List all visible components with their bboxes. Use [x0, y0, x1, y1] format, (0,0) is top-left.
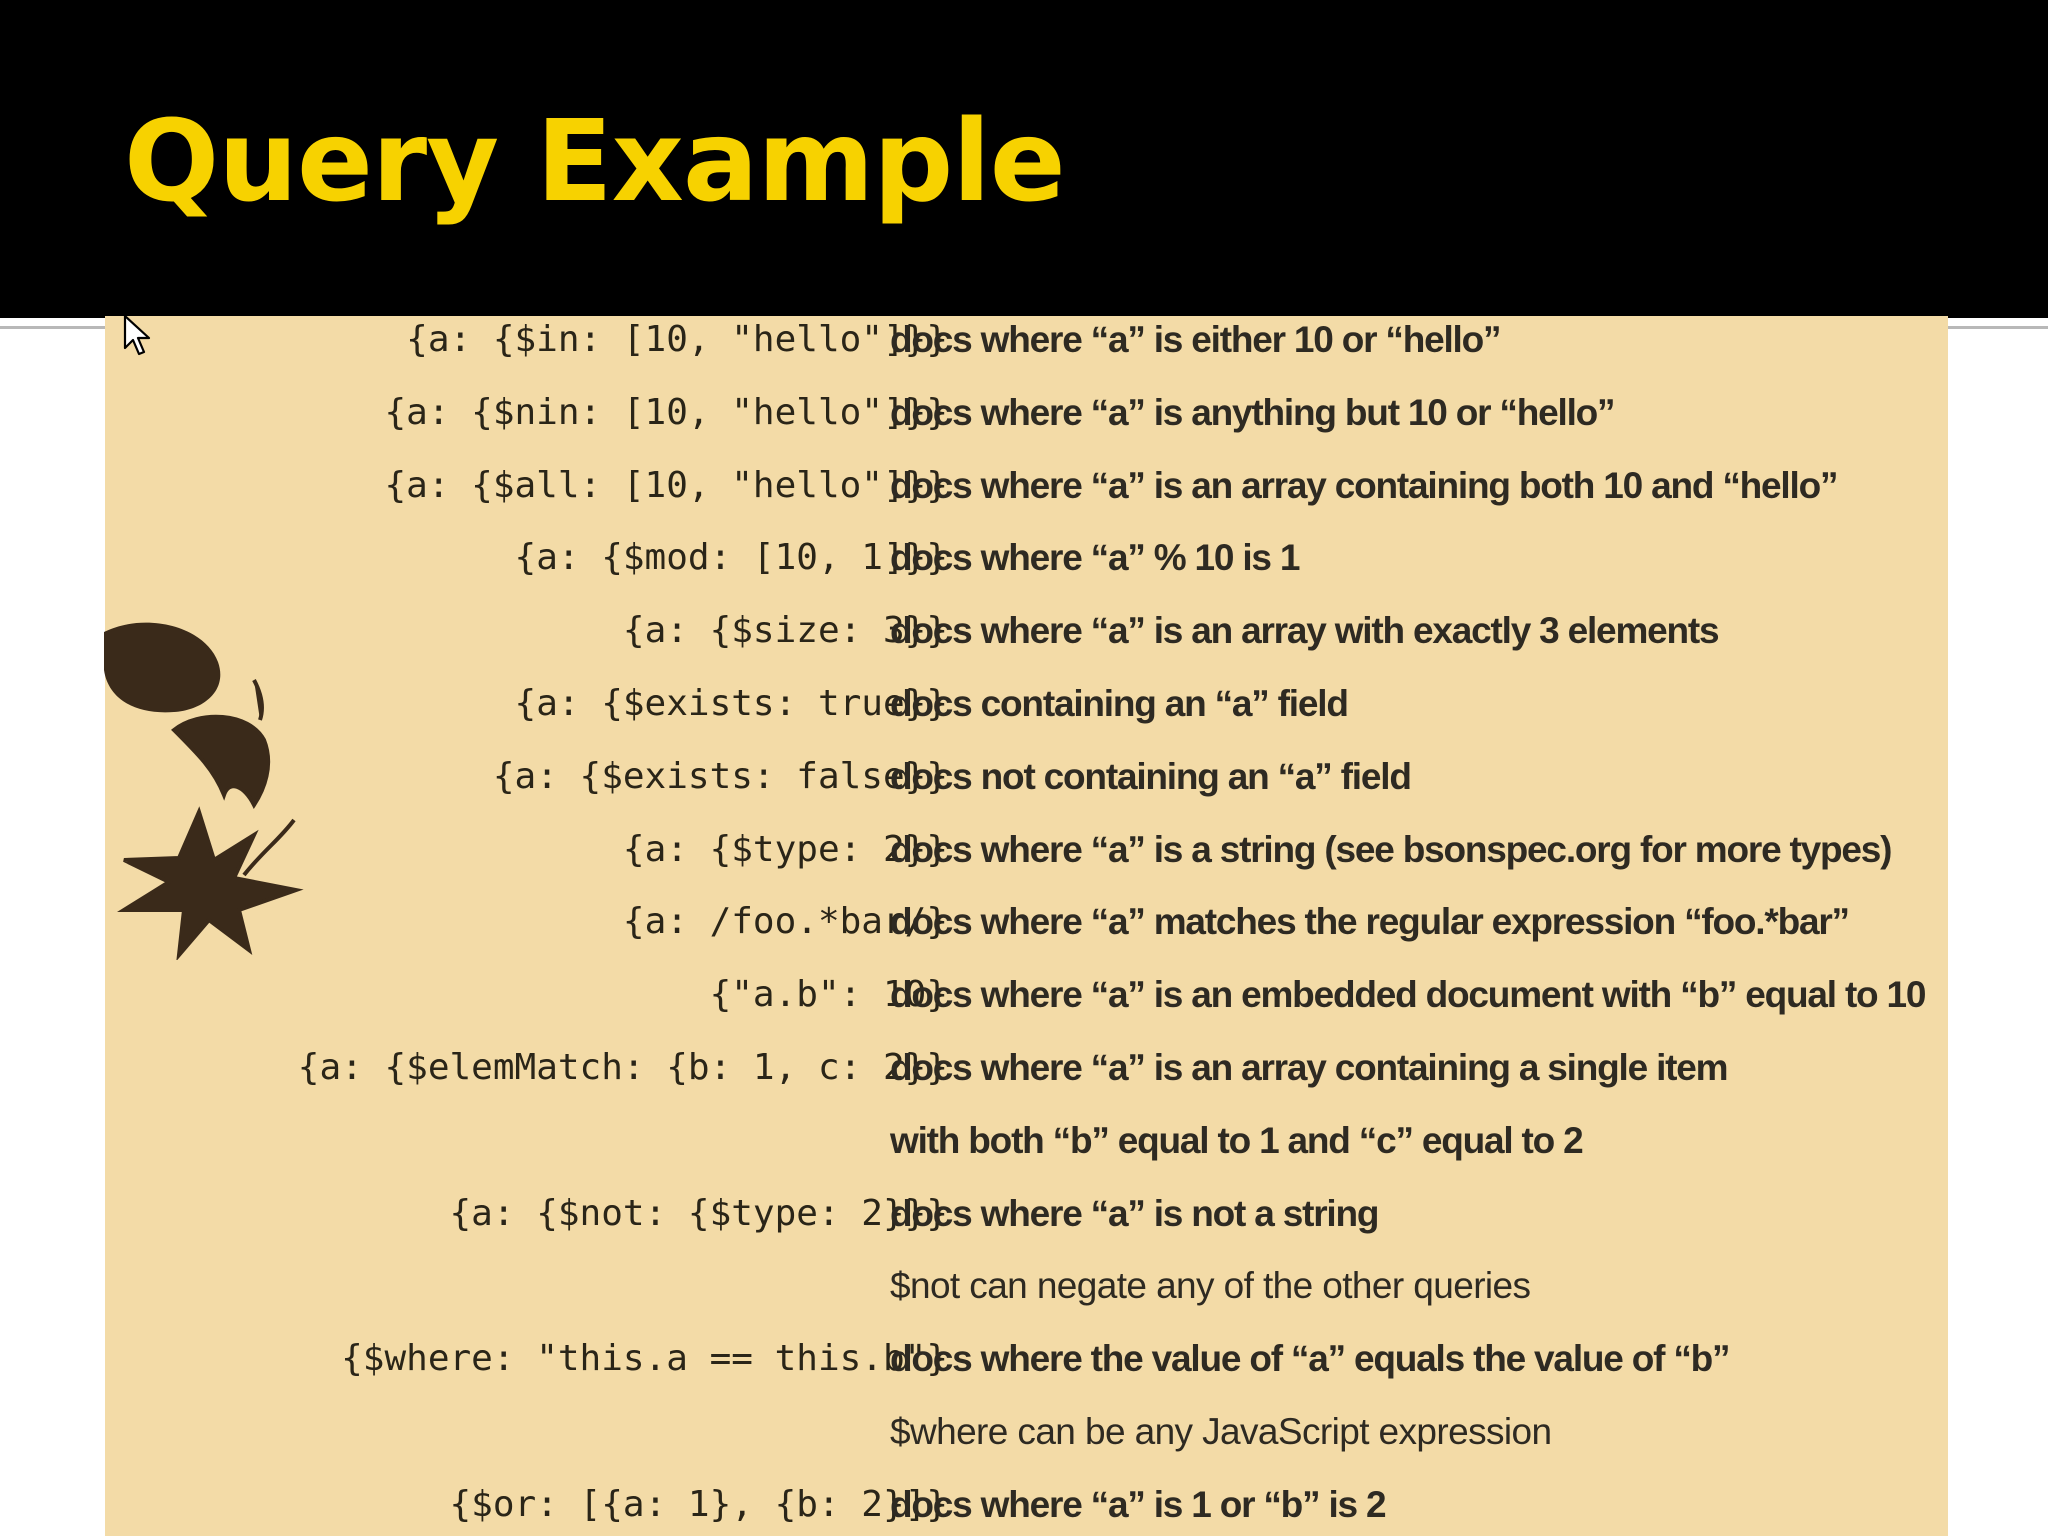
query-description: with both “b” equal to 1 and “c” equal to 2 — [890, 1119, 1583, 1161]
query-description: docs where “a” is 1 or “b” is 2 — [890, 1483, 1386, 1525]
query-description: docs where “a” is a string (see bsonspec.org for more types) — [890, 828, 1892, 870]
query-description: $where can be any JavaScript expression — [890, 1411, 1552, 1452]
query-description: docs where “a” % 10 is 1 — [890, 537, 1300, 579]
query-row — [105, 1105, 1948, 1177]
query-description: $not can negate any of the other queries — [890, 1265, 1531, 1307]
query-code: {a: {$nin: [10, "hello"]}} — [384, 391, 948, 433]
query-description: docs where “a” is anything but 10 or “hello” — [890, 391, 1615, 433]
query-description: docs where “a” is an array containing a single item — [890, 1047, 1728, 1088]
query-row — [105, 377, 1948, 449]
query-code: {a: {$mod: [10, 1]}} — [514, 537, 948, 579]
query-code: {"a.b": 10} — [709, 974, 948, 1016]
query-code: {a: {$size: 3}} — [622, 610, 948, 652]
query-code: {$where: "this.a == this.b"} — [341, 1338, 948, 1380]
query-code: {a: {$exists: true}} — [514, 683, 948, 724]
query-row — [105, 959, 1948, 1031]
query-row — [105, 814, 1948, 886]
query-description: docs where “a” matches the regular expression “foo.*bar” — [890, 901, 1849, 943]
query-code: {a: {$not: {$type: 2}}} — [449, 1192, 948, 1234]
query-code: {a: {$all: [10, "hello"]}} — [384, 464, 948, 506]
query-row — [105, 886, 1948, 958]
query-code: {a: {$exists: false}} — [492, 755, 948, 797]
query-row — [105, 1323, 1948, 1395]
query-description: docs where “a” is an embedded document with “b” equal to 10 — [890, 974, 1926, 1016]
query-code: {a: /foo.*bar/} — [622, 901, 948, 943]
query-row — [105, 522, 1948, 594]
query-code: {$or: [{a: 1}, {b: 2}]} — [449, 1483, 948, 1525]
slide-title: Query Example — [124, 97, 1065, 227]
query-row — [105, 595, 1948, 667]
query-row — [105, 450, 1948, 522]
query-row — [105, 741, 1948, 813]
query-row — [105, 1396, 1948, 1468]
query-row — [105, 668, 1948, 740]
query-description: docs not containing an “a” field — [890, 755, 1411, 797]
query-description: docs where “a” is an array with exactly 3 elements — [890, 610, 1719, 652]
query-row — [105, 1178, 1948, 1250]
query-description: docs where “a” is not a string — [890, 1192, 1379, 1234]
query-description: docs where “a” is either 10 or “hello” — [890, 319, 1501, 360]
query-code: {a: {$elemMatch: {b: 1, c: 2}} — [297, 1047, 948, 1088]
title-bar — [0, 0, 2048, 318]
mouse-pointer-icon — [123, 314, 153, 358]
query-row — [105, 1250, 1948, 1322]
query-description: docs where the value of “a” equals the value of “b” — [890, 1338, 1730, 1380]
query-row — [105, 304, 1948, 376]
query-code: {a: {$type: 2}} — [622, 828, 948, 870]
query-description: docs where “a” is an array containing both 10 and “hello” — [890, 464, 1838, 506]
query-code: {a: {$in: [10, "hello"]}} — [406, 319, 948, 360]
query-description: docs containing an “a” field — [890, 683, 1348, 724]
query-row — [105, 1469, 1948, 1536]
query-row — [105, 1032, 1948, 1104]
